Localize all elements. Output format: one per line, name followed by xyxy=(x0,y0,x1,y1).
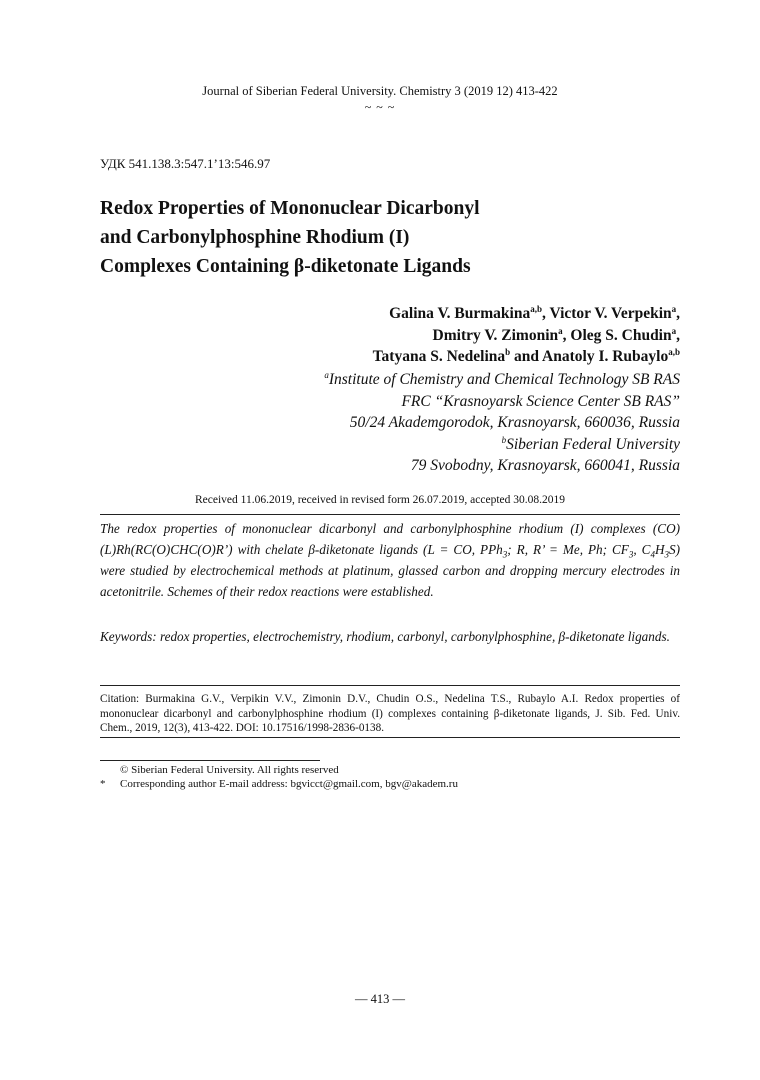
affil-a-sup: a xyxy=(324,369,329,380)
abstract-text: S) were studied by electrochemical methods at platinum, glassed carbon and dropping mercury electrodes in acetonitrile. Schemes of their redox reactions were established. xyxy=(100,542,680,599)
author-name: Oleg S. Chudin xyxy=(570,326,672,344)
abstract-text: The redox properties of mononuclear dicarbonyl and carbonylphosphine rhodium (I) complexes (CO)(L)Rh(RC(O)CHC(O)R’) with chelate β-diketonate ligands (L = CO, PPh xyxy=(100,521,680,557)
author-affil-sup: b xyxy=(505,346,511,357)
footnote-star: * xyxy=(100,778,106,790)
affiliation-b-line-1 xyxy=(120,434,680,456)
abstract-top-rule xyxy=(100,514,680,515)
abstract-subscript: 4 xyxy=(650,549,655,560)
affil-b-sup: b xyxy=(501,434,507,445)
author-separator: and xyxy=(510,348,543,365)
author-line-3 xyxy=(120,346,680,368)
copyright-footnote: © Siberian Federal University. All rights reserved xyxy=(120,764,339,776)
title-line-3: Complexes Containing β-diketonate Ligands xyxy=(100,256,471,277)
author-affil-sup: a xyxy=(671,303,677,314)
affil-b-name: Siberian Federal University xyxy=(506,435,680,453)
abstract-text: ; R, R’ = Me, Ph; CF xyxy=(507,542,629,557)
abstract-subscript: 3 xyxy=(502,549,508,560)
title-line-1: Redox Properties of Mononuclear Dicarbonyl xyxy=(100,198,480,219)
author-affil-sup: a,b xyxy=(530,303,542,314)
author-name: Victor V. Verpekin xyxy=(549,305,672,322)
citation-bottom-rule xyxy=(100,737,680,738)
author-list xyxy=(120,303,680,368)
abstract-text: H xyxy=(654,542,665,557)
author-affil-sup: a xyxy=(558,325,563,336)
citation-top-rule xyxy=(100,685,680,686)
author-affil-sup: a,b xyxy=(668,346,680,357)
header-tilde-ornament: ~ ~ ~ xyxy=(364,100,396,114)
journal-header: Journal of Siberian Federal University. Chemistry 3 (2019 12) 413-422 xyxy=(202,84,558,98)
author-name: Dmitry V. Zimonin xyxy=(432,326,559,344)
abstract-subscript: 3 xyxy=(664,549,669,560)
author-separator: , xyxy=(541,305,550,322)
title-line-2: and Carbonylphosphine Rhodium (I) xyxy=(100,227,410,248)
author-name: Tatyana S. Nedelina xyxy=(372,348,506,365)
author-separator: , xyxy=(676,305,680,322)
affiliation-a-line-1 xyxy=(120,369,680,391)
footnote-rule xyxy=(100,760,320,761)
affiliation-a-line-3: 50/24 Akademgorodok, Krasnoyarsk, 660036, Russia xyxy=(349,414,680,431)
author-affil-sup: a xyxy=(671,325,677,336)
citation: Citation: Burmakina G.V., Verpikin V.V., Zimonin D.V., Chudin O.S., Nedelina T.S., Rubaylo A.I. Redox properties of mononuclear dicarbonyl and carbonylphosphine rhodium (I) complexes containing β-diketonate ligands, J. Sib. Fed. Univ. Chem., 2019, 12(3), 413-422. DOI: 10.17516/1998-2836-0138. xyxy=(100,693,680,734)
author-separator: , xyxy=(562,326,571,344)
abstract xyxy=(100,518,680,602)
keywords: Keywords: redox properties, electrochemistry, rhodium, carbonyl, carbonylphosphine, β-diketonate ligands. xyxy=(100,629,670,644)
page-number: — 413 — xyxy=(355,992,405,1006)
affiliation-a-line-2: FRC “Krasnoyarsk Science Center SB RAS” xyxy=(401,392,680,410)
affil-a-name: Institute of Chemistry and Chemical Technology SB RAS xyxy=(328,371,680,388)
affiliations xyxy=(120,369,680,477)
corresponding-author-footnote: Corresponding author E-mail address: bgvicct@gmail.com, bgv@akadem.ru xyxy=(120,778,458,790)
abstract-text: , C xyxy=(633,542,651,557)
author-line-1 xyxy=(120,303,680,325)
author-name: Galina V. Burmakina xyxy=(389,305,531,322)
abstract-subscript: 3 xyxy=(628,549,634,560)
received-dates: Received 11.06.2019, received in revised form 26.07.2019, accepted 30.08.2019 xyxy=(194,494,566,506)
author-line-2 xyxy=(120,325,680,347)
udk-code: УДК 541.138.3:547.1’13:546.97 xyxy=(100,156,271,171)
paper-title xyxy=(100,194,680,281)
author-separator: , xyxy=(676,326,680,344)
affiliation-b-line-2: 79 Svobodny, Krasnoyarsk, 660041, Russia xyxy=(410,457,680,474)
author-name: Anatoly I. Rubaylo xyxy=(542,348,669,365)
